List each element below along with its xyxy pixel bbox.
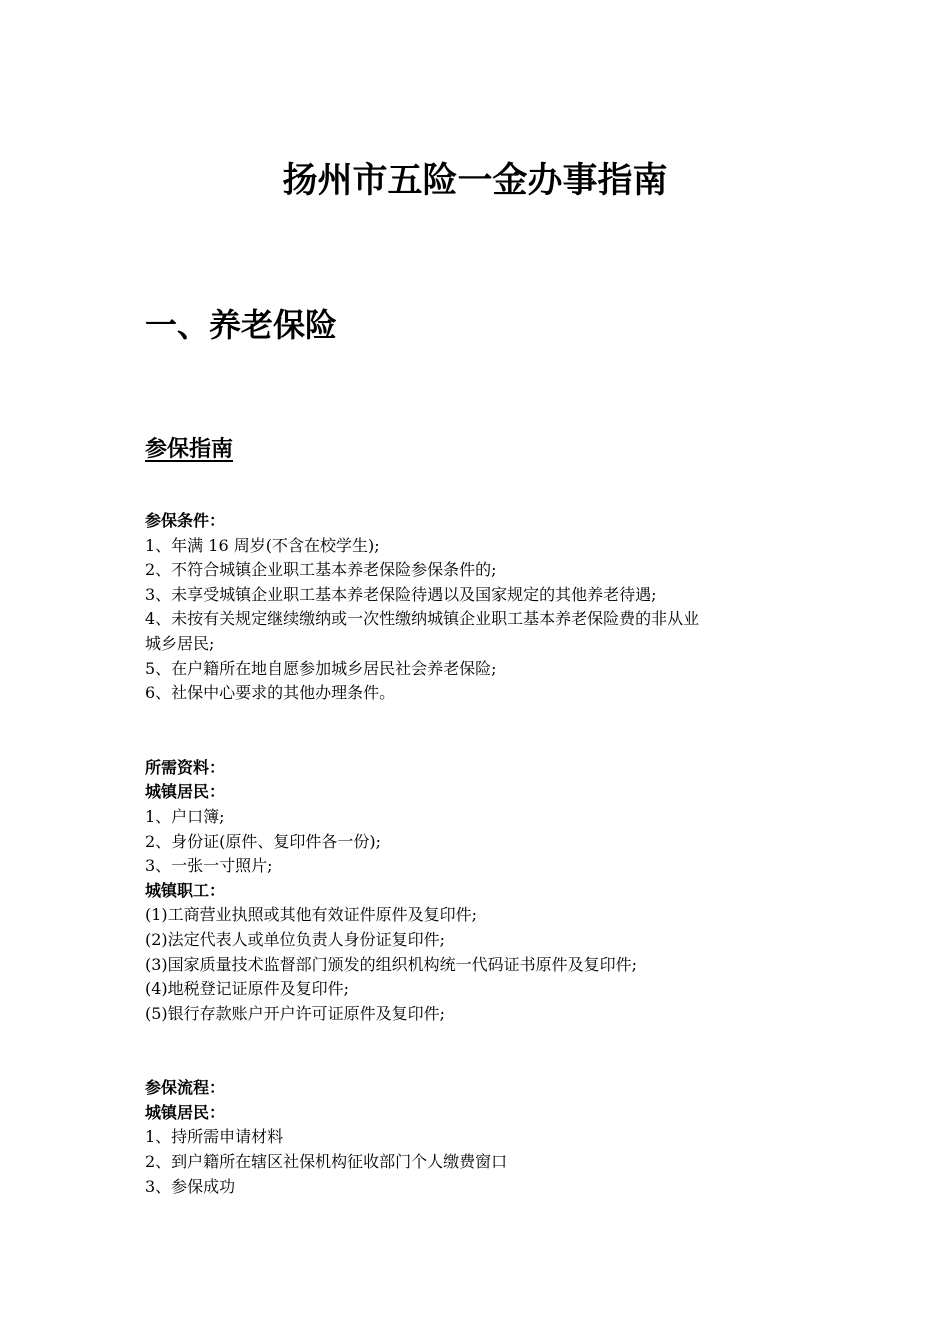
condition-item: 2、不符合城镇企业职工基本养老保险参保条件的; <box>145 560 497 580</box>
condition-item-continuation: 城乡居民; <box>145 633 215 653</box>
material-item: (4)地税登记证原件及复印件; <box>145 979 350 999</box>
conditions-block <box>145 509 815 706</box>
materials-block <box>145 756 815 1027</box>
materials-urban-residents-heading: 城镇居民： <box>145 782 226 802</box>
process-step: 1、持所需申请材料 <box>145 1127 284 1147</box>
process-block <box>145 1076 815 1199</box>
process-heading: 参保流程： <box>145 1078 226 1098</box>
section-title-pension-insurance: 一、养老保险 <box>145 306 338 344</box>
conditions-heading: 参保条件： <box>145 511 226 530</box>
material-item: (2)法定代表人或单位负责人身份证复印件; <box>145 929 446 949</box>
document-title: 扬州市五险一金办事指南 <box>282 161 668 201</box>
process-step: 3、参保成功 <box>145 1176 236 1196</box>
material-item: 1、户口簿; <box>145 806 225 826</box>
condition-item: 1、年满 16 周岁(不含在校学生); <box>145 535 380 555</box>
process-step: 2、到户籍所在辖区社保机构征收部门个人缴费窗口 <box>145 1152 508 1172</box>
material-item: 2、身份证(原件、复印件各一份); <box>145 831 382 851</box>
condition-item: 5、在户籍所在地自愿参加城乡居民社会养老保险; <box>145 658 497 678</box>
condition-item: 3、未享受城镇企业职工基本养老保险待遇以及国家规定的其他养老待遇; <box>145 584 657 604</box>
material-item: (3)国家质量技术监督部门颁发的组织机构统一代码证书原件及复印件; <box>145 954 638 974</box>
material-item: (5)银行存款账户开户许可证原件及复印件; <box>145 1003 446 1023</box>
condition-item: 6、社保中心要求的其他办理条件。 <box>145 683 396 703</box>
material-item: 3、一张一寸照片; <box>145 856 273 876</box>
subsection-title-enrollment-guide: 参保指南 <box>145 437 234 462</box>
material-item: (1)工商营业执照或其他有效证件原件及复印件; <box>145 905 478 925</box>
document-content <box>145 155 815 1199</box>
materials-heading: 所需资料： <box>145 757 226 777</box>
condition-item: 4、未按有关规定继续缴纳或一次性缴纳城镇企业职工基本养老保险费的非从业 <box>145 609 700 629</box>
process-urban-residents-heading: 城镇居民： <box>145 1102 226 1122</box>
materials-urban-workers-heading: 城镇职工： <box>145 880 226 900</box>
